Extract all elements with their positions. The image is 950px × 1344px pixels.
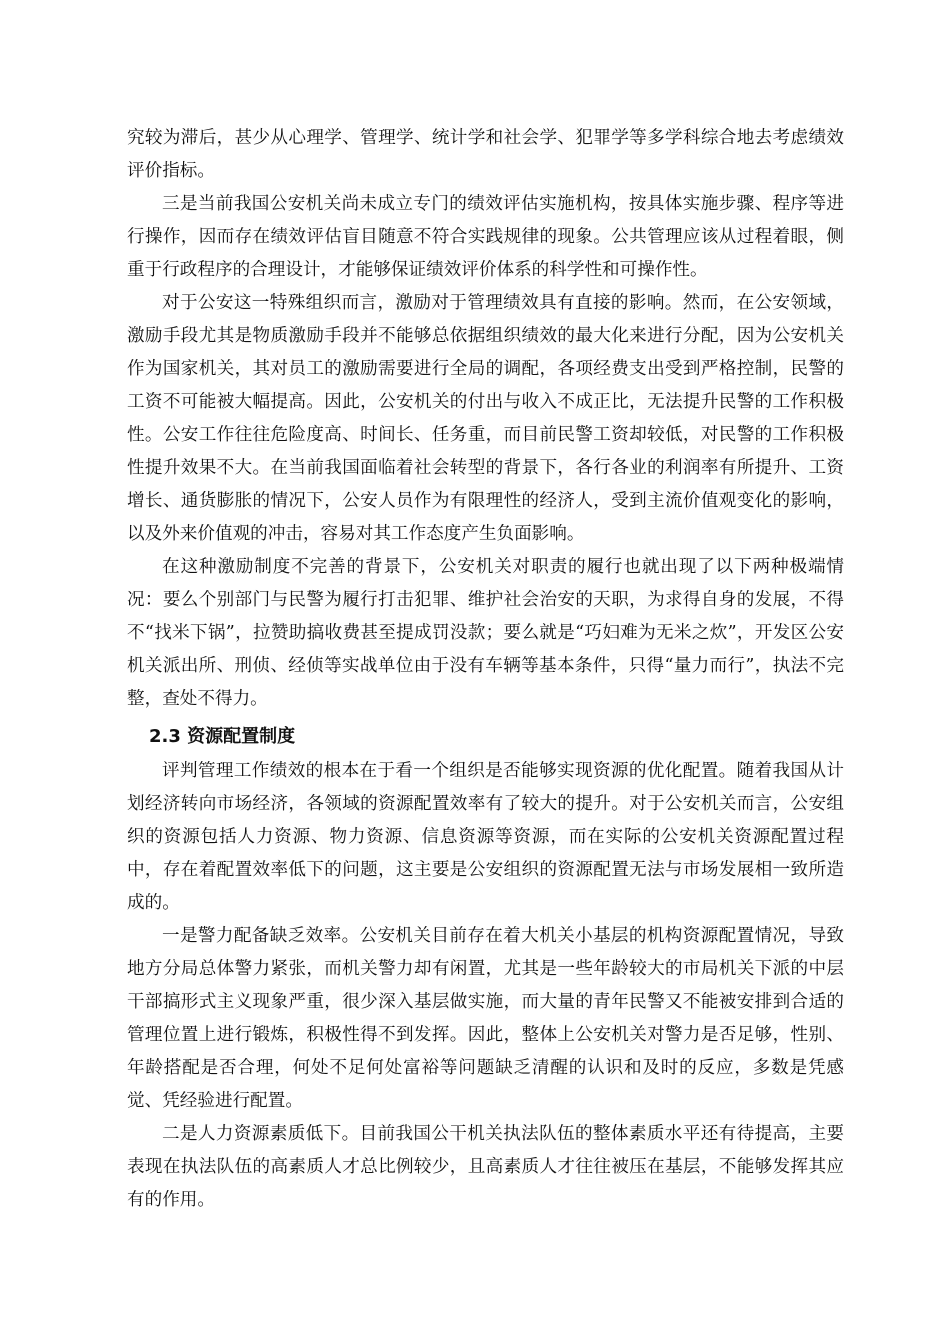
paragraph-hr-quality: 二是人力资源素质低下。目前我国公干机关执法队伍的整体素质水平还有待提高，主要表现在执法队伍的高素质人才总比例较少，且高素质人才往往被压在基层，不能够发挥其应有的作用。 [127,1124,844,1210]
paragraph-resource-allocation: 评判管理工作绩效的根本在于看一个组织是否能够实现资源的优化配置。随着我国从计划经济转向市场经济，各领域的资源配置效率有了较大的提升。对于公安机关而言，公安组织的资源包括人力资源、物力资源、信息资源等资源，而在实际的公安机关资源配置过程中，存在着配置效率低下的问题，这主要是公安组织的资源配置无法与市场发展相一致所造成的。 [127,761,844,913]
paragraph-incentive-impact: 对于公安这一特殊组织而言，激励对于管理绩效具有直接的影响。然而，在公安领域，激励手段尤其是物质激励手段并不能够总依据组织绩效的最大化来进行分配，因为公安机关作为国家机关，其对员工的激励需要进行全局的调配，各项经费支出受到严格控制，民警的工资不可能被大幅提高。因此，公安机关的付出与收入不成正比，无法提升民警的工作积极性。公安工作往往危险度高、时间长、任务重，而目前民警工资却较低，对民警的工作积极性提升效果不大。在当前我国面临着社会转型的背景下，各行各业的利润率有所提升、工资增长、通货膨胀的情况下，公安人员作为有限理性的经济人，受到主流价值观变化的影响，以及外来价值观的冲击，容易对其工作态度产生负面影响。 [127,293,844,544]
paragraph-extreme-cases: 在这种激励制度不完善的背景下，公安机关对职责的履行也就出现了以下两种极端情况：要么个别部门与民警为履行打击犯罪、维护社会治安的天职，为求得自身的发展，不得不“找米下锅”，拉赞助搞收费甚至提成罚没款；要么就是“巧妇难为无米之炊”，开发区公安机关派出所、刑侦、经侦等实战单位由于没有车辆等基本条件，只得“量力而行”，执法不完整，查处不得力。 [127,557,844,709]
paragraph-continuation: 究较为滞后，甚少从心理学、管理学、统计学和社会学、犯罪学等多学科综合地去考虑绩效评价指标。 [127,128,844,181]
paragraph-evaluation-agency: 三是当前我国公安机关尚未成立专门的绩效评估实施机构，按具体实施步骤、程序等进行操作，因而存在绩效评估盲目随意不符合实践规律的现象。公共管理应该从过程着眼，侧重于行政程序的合理设计，才能够保证绩效评价体系的科学性和可操作性。 [127,194,844,280]
section-heading: 2.3 资源配置制度 [149,726,296,747]
paragraph-police-efficiency: 一是警力配备缺乏效率。公安机关目前存在着大机关小基层的机构资源配置情况，导致地方分局总体警力紧张，而机关警力却有闲置，尤其是一些年龄较大的市局机关下派的中层干部搞形式主义现象严重，很少深入基层做实施，而大量的青年民警又不能被安排到合适的管理位置上进行锻炼，积极性得不到发挥。因此，整体上公安机关对警力是否足够，性别、年龄搭配是否合理，何处不足何处富裕等问题缺乏清醒的认识和及时的反应，多数是凭感觉、凭经验进行配置。 [127,926,844,1111]
document-body [127,122,844,1217]
